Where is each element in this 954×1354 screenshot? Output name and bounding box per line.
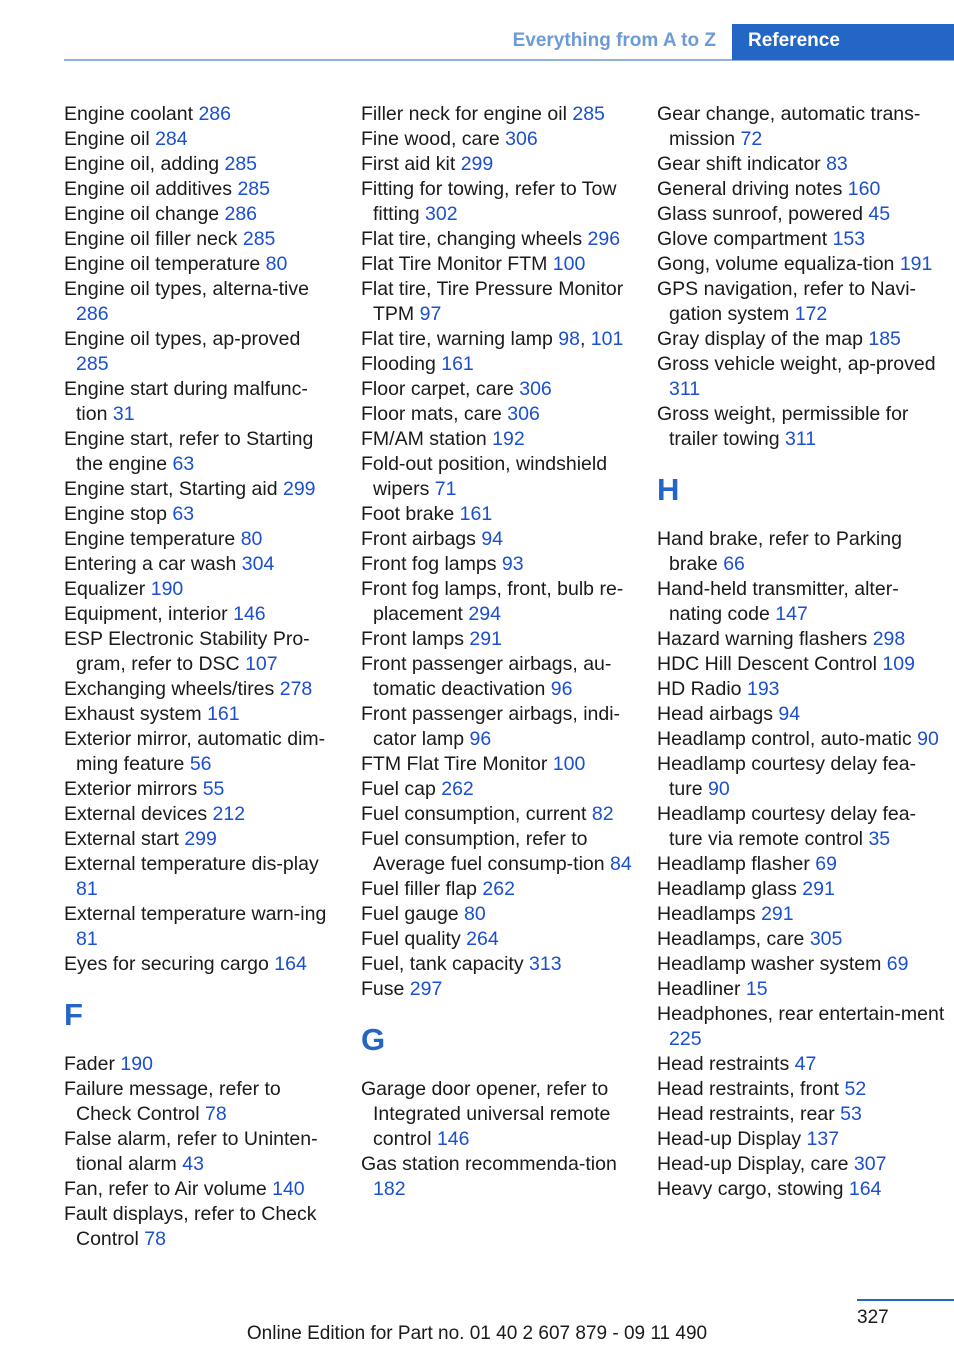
index-entry: [657, 1152, 947, 1177]
index-entry: [64, 727, 334, 777]
page-link[interactable]: 69: [886, 953, 909, 975]
page-link[interactable]: 53: [840, 1103, 862, 1125]
page-link[interactable]: 100: [552, 753, 586, 775]
index-entry: [361, 1152, 633, 1202]
page-link[interactable]: 285: [572, 103, 605, 125]
index-column-2: [361, 102, 633, 1202]
index-entry: [361, 527, 633, 552]
index-entry: [657, 727, 947, 752]
page-link[interactable]: 284: [155, 128, 188, 150]
index-entry-text: External devices: [64, 803, 208, 825]
index-entry: [64, 577, 334, 602]
index-entry-text: Engine oil temperature: [64, 253, 261, 275]
page-link[interactable]: 286: [76, 303, 109, 325]
page-link[interactable]: 63: [172, 503, 195, 525]
index-entry-text: Fuel, tank capacity: [361, 953, 524, 975]
index-entry-text: Front fog lamps: [361, 553, 497, 575]
index-entry: [64, 152, 334, 177]
page-link[interactable]: 137: [806, 1128, 840, 1150]
index-entry: [361, 952, 633, 977]
page-link[interactable]: 80: [464, 903, 486, 925]
index-entry: [657, 1052, 947, 1077]
page-link[interactable]: 172: [794, 303, 828, 325]
index-entry-text: Engine start during malfunc-tion: [64, 378, 308, 425]
index-entry: [657, 927, 947, 952]
index-entry: [361, 452, 633, 502]
header-tab-label: Reference: [748, 30, 840, 51]
index-entry-text: Head-up Display: [657, 1128, 802, 1150]
index-entry: [361, 227, 633, 252]
index-entry: [361, 502, 633, 527]
index-entry: [64, 552, 334, 577]
page-link[interactable]: 264: [466, 928, 499, 950]
page-link[interactable]: 84: [610, 853, 632, 875]
page-link[interactable]: 96: [550, 678, 573, 700]
index-entry: [657, 1102, 947, 1127]
index-entry-text: General driving notes: [657, 178, 843, 200]
page-link[interactable]: 69: [815, 853, 837, 875]
index-entry-text: Gray display of the map: [657, 328, 863, 350]
index-entry: [361, 777, 633, 802]
index-entry-text: Hand-held transmitter, alter-nating code: [657, 578, 899, 625]
index-entry: [657, 677, 947, 702]
index-entry: [64, 952, 334, 977]
index-entry-text: Hand brake, refer to Parking brake: [657, 528, 902, 575]
index-entry-text: Equalizer: [64, 578, 146, 600]
page-link[interactable]: 98: [558, 328, 580, 350]
index-entry: [361, 177, 633, 227]
index-entry: [361, 427, 633, 452]
index-entry: [657, 952, 947, 977]
index-entry: [361, 827, 633, 877]
page-link[interactable]: 101: [590, 328, 624, 350]
index-entry-text: Fuel consumption, current: [361, 803, 587, 825]
index-entry: [657, 902, 947, 927]
index-entry-text: Headlamp glass: [657, 878, 797, 900]
index-entry: [657, 1077, 947, 1102]
index-entry: [64, 527, 334, 552]
index-entry-text: Fold-out position, windshield wipers: [361, 453, 608, 500]
page-link[interactable]: 262: [441, 778, 474, 800]
index-entry-text: External start: [64, 828, 179, 850]
index-entry-text: Fitting for towing, refer to Tow fitting: [361, 178, 617, 225]
index-entry: [64, 252, 334, 277]
page-link[interactable]: 81: [76, 928, 98, 950]
index-entry: [361, 927, 633, 952]
index-column-3: [657, 102, 947, 1202]
index-entry: [361, 652, 633, 702]
page-link[interactable]: 299: [282, 478, 316, 500]
page-link[interactable]: 52: [844, 1078, 867, 1100]
index-entry-text: Engine oil types, ap-proved: [64, 328, 301, 350]
index-entry: [361, 127, 633, 152]
page-link[interactable]: 190: [120, 1053, 153, 1075]
index-entry-text: Fuel quality: [361, 928, 461, 950]
page-link[interactable]: 78: [204, 1103, 227, 1125]
index-entry-text: Flat tire, Tire Pressure Monitor TPM: [361, 278, 624, 325]
index-entry-text: Headlamp control, auto-matic: [657, 728, 912, 750]
page-link[interactable]: 286: [198, 103, 231, 125]
page-link[interactable]: 72: [740, 128, 763, 150]
page-link[interactable]: 182: [373, 1178, 406, 1200]
index-entry-text: Eyes for securing cargo: [64, 953, 269, 975]
index-entry: [361, 627, 633, 652]
index-entry: [64, 1077, 334, 1127]
index-entry: [657, 402, 947, 452]
index-entry-text: Glove compartment: [657, 228, 828, 250]
page-link[interactable]: 147: [775, 603, 808, 625]
index-entry-text: Engine oil types, alterna-tive: [64, 278, 309, 300]
index-entry-text: Headlamp courtesy delay fea-ture via remote control: [657, 803, 917, 850]
page-link[interactable]: 285: [237, 178, 270, 200]
page-link[interactable]: 313: [529, 953, 562, 975]
index-entry-text: Front airbags: [361, 528, 476, 550]
page-link[interactable]: 71: [434, 478, 457, 500]
index-entry-text: Fuel gauge: [361, 903, 459, 925]
index-entry: [64, 677, 334, 702]
page-link[interactable]: 47: [794, 1053, 817, 1075]
page-link[interactable]: 81: [76, 878, 98, 900]
page-link[interactable]: 192: [492, 428, 525, 450]
index-entry: [64, 477, 334, 502]
page-link[interactable]: 291: [761, 903, 794, 925]
index-entry: [657, 1127, 947, 1152]
index-entry: [361, 902, 633, 927]
index-entry-text: Exhaust system: [64, 703, 202, 725]
page-link[interactable]: 161: [459, 503, 493, 525]
header-tab-reference: [732, 24, 954, 60]
page-link[interactable]: 80: [265, 253, 288, 275]
page-link[interactable]: 225: [669, 1028, 702, 1050]
index-entry: [361, 152, 633, 177]
index-entry-text: Floor carpet, care: [361, 378, 514, 400]
page-link[interactable]: 107: [245, 653, 278, 675]
index-entry: [657, 977, 947, 1002]
page-link[interactable]: 212: [212, 803, 246, 825]
index-entry: [361, 352, 633, 377]
page-link[interactable]: 294: [468, 603, 501, 625]
index-entry: [64, 502, 334, 527]
page-link[interactable]: 286: [224, 203, 258, 225]
page-link[interactable]: 82: [591, 803, 614, 825]
page-link[interactable]: 94: [481, 528, 504, 550]
index-entry-text: First aid kit: [361, 153, 456, 175]
index-entry: [64, 1177, 334, 1202]
page-link[interactable]: 153: [832, 228, 866, 250]
page-link[interactable]: 140: [272, 1178, 305, 1200]
index-entry-text: Headlamp courtesy delay fea-ture: [657, 753, 917, 800]
index-entry-text: Fuel cap: [361, 778, 436, 800]
index-entry-text: Gross vehicle weight, ap-proved: [657, 353, 936, 375]
index-entry-text: Gear shift indicator: [657, 153, 821, 175]
page-link[interactable]: 285: [242, 228, 276, 250]
page-link[interactable]: 299: [184, 828, 217, 850]
index-entry: [64, 427, 334, 477]
index-entry-text: Engine start, Starting aid: [64, 478, 278, 500]
page-link[interactable]: 191: [899, 253, 933, 275]
index-entry-text: Gross weight, permissible for trailer towing: [657, 403, 909, 450]
page-link[interactable]: 109: [882, 653, 915, 675]
page-link[interactable]: 306: [505, 128, 538, 150]
page-link[interactable]: 302: [425, 203, 458, 225]
index-entry-text: Fader: [64, 1053, 115, 1075]
page-link[interactable]: 291: [469, 628, 502, 650]
index-entry: [64, 202, 334, 227]
index-entry: [64, 852, 334, 902]
page-link[interactable]: 55: [202, 778, 225, 800]
index-entry: [657, 802, 947, 852]
page-link[interactable]: 45: [868, 203, 891, 225]
page-link[interactable]: 311: [784, 428, 817, 450]
page-link[interactable]: 285: [224, 153, 258, 175]
index-entry: [64, 227, 334, 252]
index-entry: [64, 802, 334, 827]
page-link[interactable]: 193: [746, 678, 780, 700]
index-entry: [64, 102, 334, 127]
index-entry: [64, 827, 334, 852]
page-link[interactable]: 97: [419, 303, 442, 325]
index-entry: [657, 327, 947, 352]
index-entry: Flat tire, warning lamp 98, 101: [361, 328, 624, 350]
index-entry-text: Entering a car wash: [64, 553, 237, 575]
index-entry-text: Floor mats, care: [361, 403, 502, 425]
index-entry: [361, 402, 633, 427]
index-entry-text: Failure message, refer to Check Control: [64, 1078, 281, 1125]
page-link[interactable]: 83: [826, 153, 848, 175]
index-entry-text: Front lamps: [361, 628, 464, 650]
index-entry-text: FTM Flat Tire Monitor: [361, 753, 548, 775]
index-entry-text: Exchanging wheels/tires: [64, 678, 275, 700]
index-entry: [361, 377, 633, 402]
index-entry-text: Head restraints: [657, 1053, 790, 1075]
page-link[interactable]: 307: [853, 1153, 887, 1175]
page-link[interactable]: 161: [207, 703, 240, 725]
index-entry-text: Gear change, automatic trans-mission: [657, 103, 921, 150]
index-entry-text: Engine temperature: [64, 528, 236, 550]
index-entry: [657, 527, 947, 577]
index-entry-text: Gas station recommenda-tion: [361, 1153, 617, 1175]
index-entry: [657, 702, 947, 727]
index-entry: [361, 1077, 633, 1152]
index-entry-text: Flat tire, warning lamp: [361, 328, 553, 350]
index-entry: [657, 227, 947, 252]
index-entry: [64, 1127, 334, 1177]
page-link[interactable]: 297: [409, 978, 443, 1000]
page-link[interactable]: 306: [507, 403, 540, 425]
index-entry: [361, 752, 633, 777]
index-entry-text: HDC Hill Descent Control: [657, 653, 877, 675]
index-entry-text: Engine coolant: [64, 103, 194, 125]
page-link[interactable]: 35: [868, 828, 891, 850]
page-link[interactable]: 63: [172, 453, 195, 475]
index-entry-text: HD Radio: [657, 678, 742, 700]
page-link[interactable]: 160: [847, 178, 881, 200]
index-entry: [361, 802, 633, 827]
index-entry-text: GPS navigation, refer to Navi-gation system: [657, 278, 917, 325]
index-entry-text: Foot brake: [361, 503, 455, 525]
page-link[interactable]: 90: [708, 778, 730, 800]
index-entry-text: ESP Electronic Stability Pro-gram, refer to DSC: [64, 628, 310, 675]
index-entry: [657, 177, 947, 202]
page-link[interactable]: 90: [917, 728, 939, 750]
index-entry: [361, 277, 633, 327]
index-entry: [64, 777, 334, 802]
index-entry: [64, 602, 334, 627]
page-number: 327: [857, 1307, 889, 1328]
edition-footer: Online Edition for Part no. 01 40 2 607 879 - 09 11 490: [246, 1323, 708, 1344]
page-number-rule: [857, 1299, 954, 1301]
section-letter-h: H: [657, 472, 680, 507]
index-entry-text: Garage door opener, refer to Integrated universal remote control: [361, 1078, 611, 1150]
index-entry: [361, 702, 633, 752]
index-entry: [657, 877, 947, 902]
index-entry-text: Headlamps, care: [657, 928, 805, 950]
index-entry-text: Fuse: [361, 978, 405, 1000]
page-link[interactable]: 291: [802, 878, 835, 900]
page-link[interactable]: 161: [441, 353, 474, 375]
index-entry-text: Headphones, rear entertain-ment: [657, 1003, 945, 1025]
index-entry-text: Headliner: [657, 978, 741, 1000]
page-link[interactable]: 66: [723, 553, 745, 575]
index-entry: [361, 102, 633, 127]
index-entry-text: Front passenger airbags, indi-cator lamp: [361, 703, 621, 750]
index-entry-text: Fault displays, refer to Check Control: [64, 1203, 317, 1250]
index-entry: [64, 127, 334, 152]
page-link[interactable]: 56: [189, 753, 212, 775]
page-link[interactable]: 306: [519, 378, 552, 400]
index-entry-text: Filler neck for engine oil: [361, 103, 567, 125]
index-entry-text: Engine start, refer to Starting the engine: [64, 428, 314, 475]
index-entry: [657, 277, 947, 327]
section-letter-g: G: [361, 1022, 386, 1057]
index-entry-text: Flooding: [361, 353, 436, 375]
index-entry: [64, 1052, 334, 1077]
index-entry-text: Engine oil, adding: [64, 153, 220, 175]
index-entry-text: Front fog lamps, front, bulb re-placement: [361, 578, 624, 625]
index-entry: [64, 1202, 334, 1252]
page-link[interactable]: 93: [501, 553, 524, 575]
index-entry-text: Engine stop: [64, 503, 167, 525]
index-entry-text: Headlamps: [657, 903, 756, 925]
page-link[interactable]: 262: [482, 878, 515, 900]
index-entry-text: Fan, refer to Air volume: [64, 1178, 267, 1200]
index-entry-text: Head restraints, front: [657, 1078, 840, 1100]
index-entry-text: Fuel filler flap: [361, 878, 477, 900]
index-entry-text: FM/AM station: [361, 428, 487, 450]
index-entry-text: Front passenger airbags, au-tomatic deactivation: [361, 653, 612, 700]
index-entry-text: Exterior mirror, automatic dim-ming feature: [64, 728, 326, 775]
page-link[interactable]: 146: [233, 603, 266, 625]
index-entry-text: Flat Tire Monitor FTM: [361, 253, 548, 275]
index-entry: [657, 752, 947, 802]
index-entry: [64, 627, 334, 677]
header-section-title: Everything from A to Z: [512, 30, 716, 51]
index-entry-text: False alarm, refer to Uninten-tional alarm: [64, 1128, 318, 1175]
page-link[interactable]: 164: [848, 1178, 882, 1200]
index-entry: [64, 327, 334, 377]
page-link[interactable]: 164: [274, 953, 307, 975]
index-entry-text: Engine oil change: [64, 203, 220, 225]
index-entry: [657, 627, 947, 652]
section-letter-f: F: [64, 997, 83, 1032]
index-entry: [657, 102, 947, 152]
index-entry: [657, 352, 947, 402]
index-entry: [64, 377, 334, 427]
index-entry: [64, 177, 334, 202]
index-entry-text: Headlamp flasher: [657, 853, 810, 875]
index-entry: [657, 577, 947, 627]
index-entry: [361, 977, 633, 1002]
page-link[interactable]: 185: [868, 328, 901, 350]
index-entry: [657, 652, 947, 677]
index-entry: [657, 1177, 947, 1202]
index-entry: [657, 252, 947, 277]
index-entry-text: External temperature warn-ing: [64, 903, 327, 925]
index-entry-text: Equipment, interior: [64, 603, 228, 625]
index-entry: [361, 577, 633, 627]
index-entry-text: Gong, volume equaliza-tion: [657, 253, 895, 275]
index-entry-text: Flat tire, changing wheels: [361, 228, 583, 250]
page-link[interactable]: 100: [552, 253, 586, 275]
index-entry: [361, 877, 633, 902]
page-link[interactable]: 80: [240, 528, 263, 550]
index-entry-text: External temperature dis-play: [64, 853, 319, 875]
index-entry: [64, 702, 334, 727]
index-entry: [657, 202, 947, 227]
index-entry: [361, 552, 633, 577]
page-link[interactable]: 78: [144, 1228, 166, 1250]
index-entry-text: Head airbags: [657, 703, 773, 725]
page-link[interactable]: 31: [112, 403, 135, 425]
page-link[interactable]: 96: [469, 728, 492, 750]
index-entry: [657, 1002, 947, 1052]
index-entry-text: Head-up Display, care: [657, 1153, 849, 1175]
page-link[interactable]: 296: [587, 228, 621, 250]
index-entry: [657, 152, 947, 177]
index-entry-text: Hazard warning flashers: [657, 628, 868, 650]
page-link[interactable]: 305: [809, 928, 843, 950]
index-entry-text: Engine oil additives: [64, 178, 233, 200]
page-link[interactable]: 304: [241, 553, 275, 575]
index-column-1: [64, 102, 334, 1252]
index-entry: [361, 252, 633, 277]
index-entry-text: Glass sunroof, powered: [657, 203, 863, 225]
index-entry-text: Exterior mirrors: [64, 778, 198, 800]
index-entry: [64, 277, 334, 327]
index-entry-text: Fuel consumption, refer to Average fuel consump-tion: [361, 828, 605, 875]
index-entry: [64, 902, 334, 952]
page-link[interactable]: 285: [76, 353, 109, 375]
page-link[interactable]: 43: [182, 1153, 204, 1175]
page-link[interactable]: 15: [745, 978, 768, 1000]
index-entry: [657, 852, 947, 877]
index-entry-text: Engine oil filler neck: [64, 228, 238, 250]
page-link[interactable]: 146: [436, 1128, 470, 1150]
index-entry-text: Engine oil: [64, 128, 150, 150]
page-link[interactable]: 311: [669, 378, 701, 400]
index-entry-text: Headlamp washer system: [657, 953, 882, 975]
index-entry-text: Fine wood, care: [361, 128, 500, 150]
page-link[interactable]: 298: [872, 628, 906, 650]
index-entry-text: Head restraints, rear: [657, 1103, 835, 1125]
page-link[interactable]: 190: [150, 578, 184, 600]
page-link[interactable]: 299: [460, 153, 494, 175]
page-link[interactable]: 94: [778, 703, 801, 725]
page-link[interactable]: 278: [279, 678, 313, 700]
index-entry-text: Heavy cargo, stowing: [657, 1178, 844, 1200]
